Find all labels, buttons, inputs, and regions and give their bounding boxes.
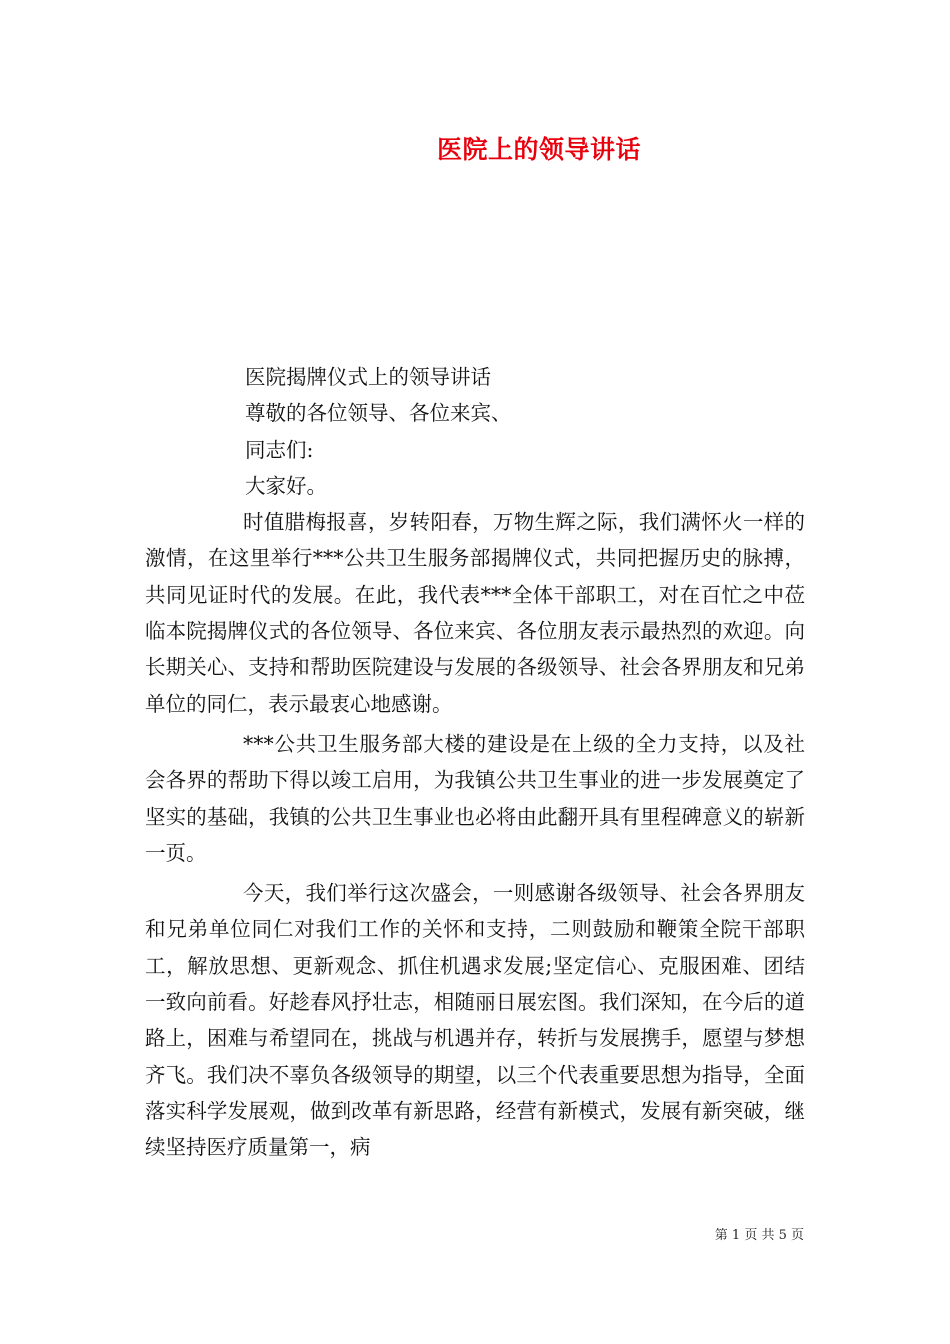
paragraph-2: ***公共卫生服务部大楼的建设是在上级的全力支持，以及社会各界的帮助下得以竣工启用，为我镇公共卫生事业的进一步发展奠定了坚实的基础，我镇的公共卫生事业也必将由此翻开具有里程碑意义的崭新一页。 bbox=[145, 731, 805, 865]
document-body bbox=[145, 359, 805, 1166]
document-title: 医院上的领导讲话 bbox=[436, 135, 641, 164]
page-number: 第 1 页 共 5 页 bbox=[714, 1228, 804, 1243]
speech-heading: 医院揭牌仪式上的领导讲话 bbox=[245, 365, 491, 389]
salutation-line-2: 同志们: bbox=[245, 437, 314, 462]
greeting-line: 大家好。 bbox=[245, 473, 327, 498]
paragraph-3: 今天，我们举行这次盛会，一则感谢各级领导、社会各界朋友和兄弟单位同仁对我们工作的关怀和支持，二则鼓励和鞭策全院干部职工，解放思想、更新观念、抓住机遇求发展;坚定信心、克服困难、团结一致向前看。好趁春风抒壮志，相随丽日展宏图。我们深知，在今后的道路上，困难与希望同在，挑战与机遇并存，转折与发展携手，愿望与梦想齐飞。我们决不辜负各级领导的期望，以三个代表重要思想为指导，全面落实科学发展观，做到改革有新思路，经营有新模式，发展有新突破，继续坚持医疗质量第一，病 bbox=[145, 881, 805, 1160]
salutation-line: 尊敬的各位领导、各位来宾、 bbox=[245, 401, 512, 426]
paragraph-1: 时值腊梅报喜，岁转阳春，万物生辉之际，我们满怀火一样的激情，在这里举行***公共卫生服务部揭牌仪式，共同把握历史的脉搏，共同见证时代的发展。在此，我代表***全体干部职工，对在百忙之中莅临本院揭牌仪式的各位领导、各位来宾、各位朋友表示最热烈的欢迎。向长期关心、支持和帮助医院建设与发展的各级领导、社会各界朋友和兄弟单位的同仁，表示最衷心地感谢。 bbox=[145, 510, 805, 716]
